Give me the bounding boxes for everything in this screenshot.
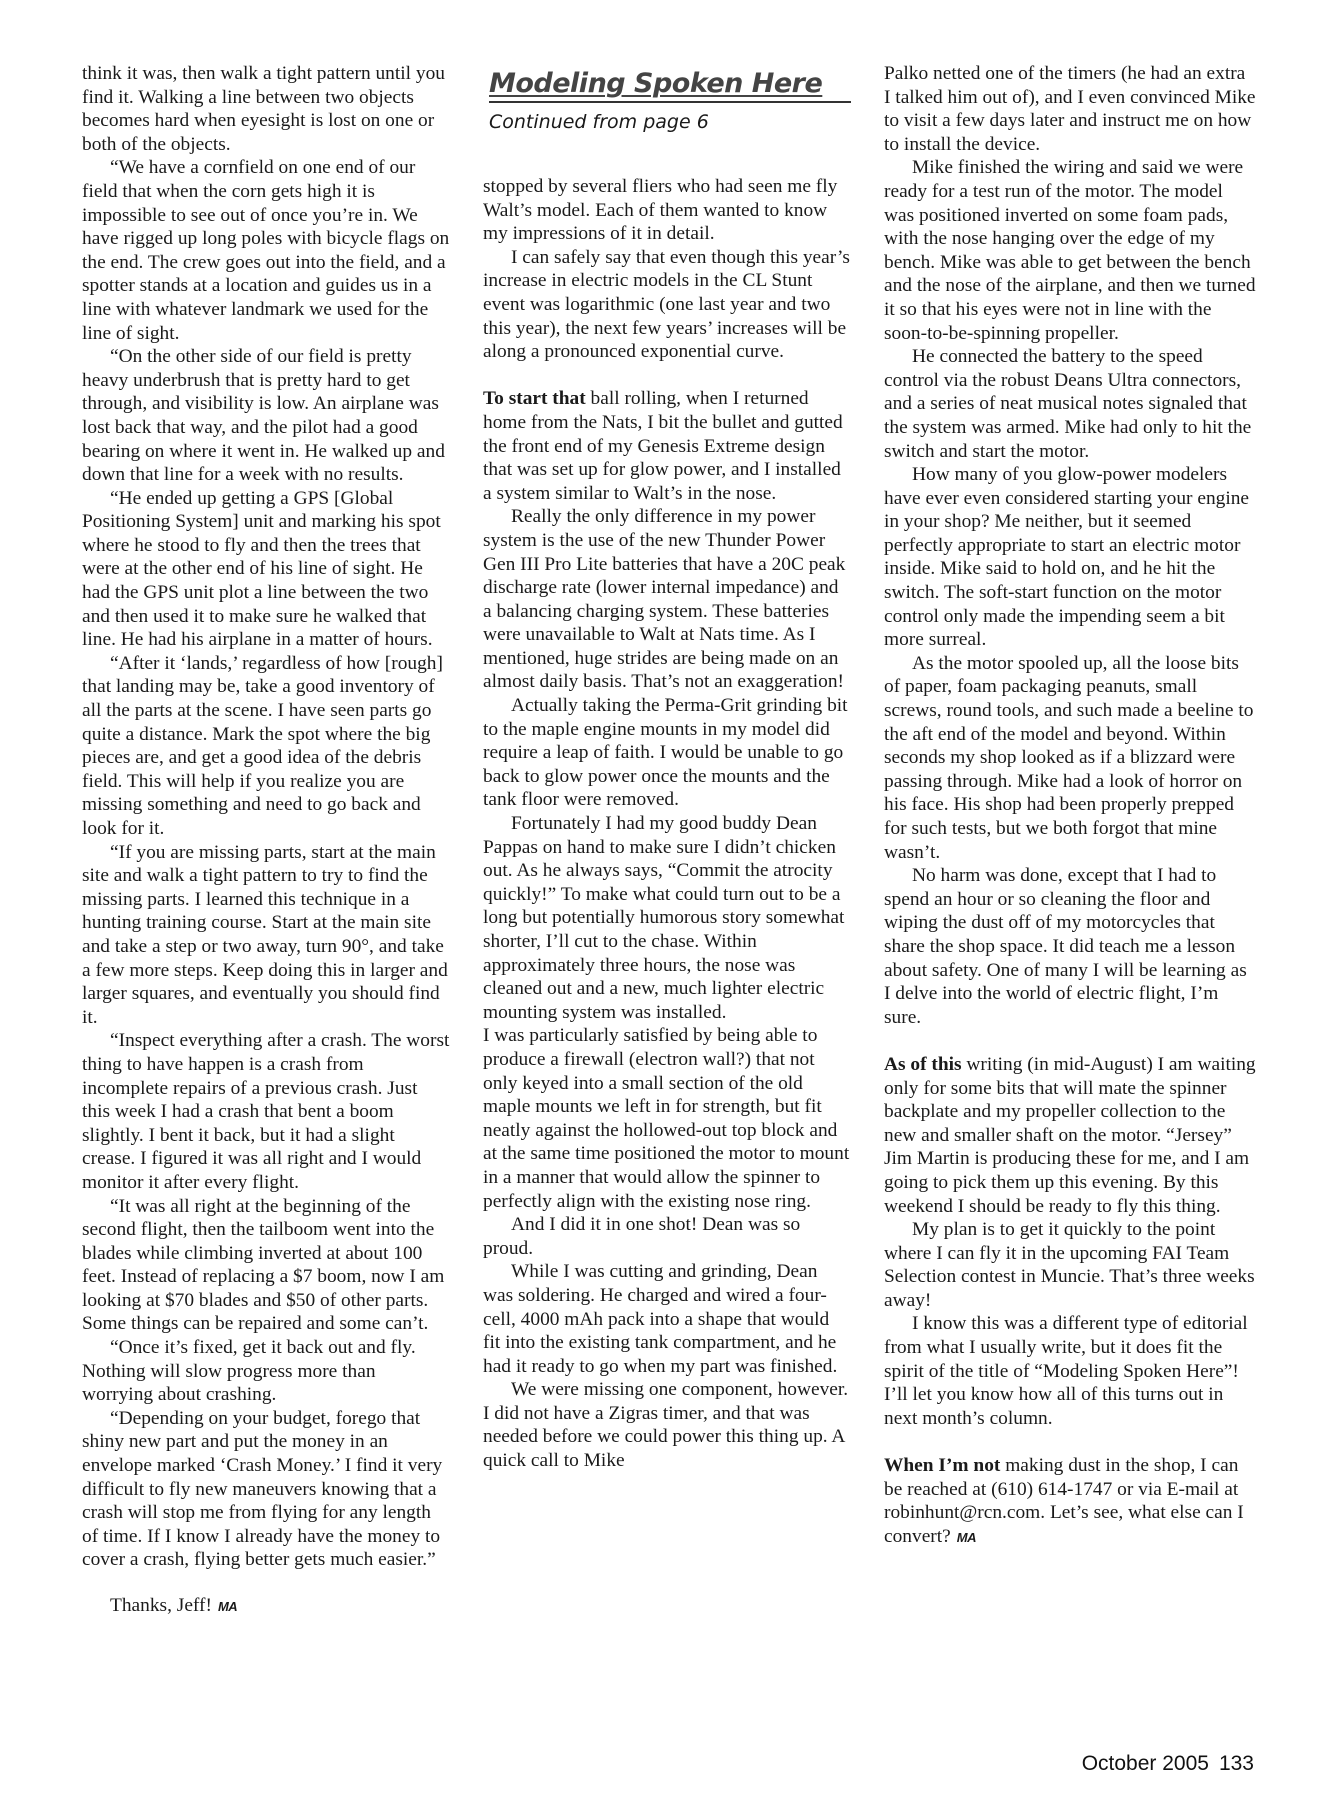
body-paragraph: While I was cutting and grinding, Dean was soldering. He charged and wired a four-cell, 4000 mAh pack into a shape that would fit into the existing tank compartment, and he had it ready to go when my part was finished. <box>483 1261 838 1377</box>
section-paragraph <box>884 1454 1256 1549</box>
body-paragraph: “He ended up getting a GPS [Global Positioning System] unit and marking his spot where he stood to fly and then the trees that were at the other end of his line of sight. He had the GPS unit plot a line between the two and then used it to make sure he walked that line. He had his airplane in a matter of hours. <box>82 487 441 651</box>
section-paragraph <box>483 387 851 505</box>
issue-date: October 2005 <box>1081 1752 1209 1775</box>
column-2 <box>483 68 851 1473</box>
section-lead-in: When I’m not <box>884 1455 1001 1477</box>
body-paragraph: How many of you glow-power modelers have ever even considered starting your engine in your shop? Me neither, but it seemed perfectly appropriate to start an electric motor inside. Mike said to hold on, and he hit the switch. The soft-start function on the motor control only made the impending seem a bit more surreal. <box>884 464 1250 651</box>
section-text: making dust in the shop, I can be reached at (610) 614-1747 or via E-mail at robinhunt@rcn.com. Let’s see, what else can I convert? <box>884 1455 1244 1547</box>
section-lead-in: As of this <box>884 1053 962 1075</box>
body-paragraph: Palko netted one of the timers (he had an extra I talked him out of), and I even convinced Mike to visit a few days later and instruct me on how to install the device. <box>884 63 1256 155</box>
column-3 <box>884 62 1256 1549</box>
body-paragraph: And I did it in one shot! Dean was so proud. <box>483 1214 801 1259</box>
page-footer <box>1072 1752 1254 1776</box>
ma-end-mark: MA <box>217 1599 238 1614</box>
column-heading: Modeling Spoken Here <box>489 68 851 103</box>
body-paragraph: I was particularly satisfied by being able to produce a firewall (electron wall?) that not only keyed into a small section of the old maple mounts we left in for strength, but fit neatly against the hollowed-out top block and at the same time positioned the motor to mount in a manner that would allow the spinner to perfectly align with the existing nose ring. <box>483 1025 850 1212</box>
body-paragraph: We were missing one component, however. I did not have a Zigras timer, and that was needed before we could power this thing up. A quick call to Mike <box>483 1379 849 1472</box>
body-paragraph: “We have a cornfield on one end of our field that when the corn gets high it is impossible to see out of once you’re in. We have rigged up long poles with bicycle flags on the end. The crew goes out into the field, and a spotter stands at a location and guides us in a line with whatever landmark we used for the line of sight. <box>82 157 450 344</box>
body-paragraph: My plan is to get it quickly to the point where I can fly it in the upcoming FAI Team Selection contest in Muncie. That’s three weeks away! <box>884 1219 1255 1311</box>
body-paragraph: “Inspect everything after a crash. The worst thing to have happen is a crash from incomplete repairs of a previous crash. Just this week I had a crash that bent a boom slightly. I bent it back, but it had a slight crease. I figured it was all right and I would monitor it after every flight. <box>82 1030 450 1193</box>
body-paragraph: “On the other side of our field is pretty heavy underbrush that is pretty hard to get through, and visibility is low. An airplane was lost back that way, and the pilot had a good bearing on where it went in. He walked up and down that line for a week with no results. <box>82 346 445 486</box>
body-paragraph: I know this was a different type of editorial from what I usually write, but it does fit the spirit of the title of “Modeling Spoken Here”! I’ll let you know how all of this turns out in next month’s column. <box>884 1313 1248 1429</box>
ma-end-mark: MA <box>956 1529 976 1545</box>
body-paragraph: stopped by several fliers who had seen me fly Walt’s model. Each of them wanted to know my impressions of it in detail. <box>483 176 838 245</box>
body-paragraph: No harm was done, except that I had to spend an hour or so cleaning the floor and wiping the dust off of my motorcycles that share the shop space. It did teach me a lesson about safety. One of many I will be learning as I delve into the world of electric flight, I’m sure. <box>884 865 1247 1028</box>
signoff <box>82 1594 450 1619</box>
body-paragraph: I can safely say that even though this year’s increase in electric models in the CL Stunt event was logarithmic (one last year and two this year), the next few years’ increases will be along a pronounced exponential curve. <box>483 246 850 363</box>
body-paragraph: “It was all right at the beginning of the second flight, then the tailboom went into the blades while climbing inverted at about 100 feet. Instead of replacing a $7 boom, now I am looking at $70 blades and $50 of other parts. Some things can be repaired and some can’t. <box>82 1195 445 1335</box>
body-paragraph: “If you are missing parts, start at the main site and walk a tight pattern to try to find the missing parts. I learned this technique in a hunting training course. Start at the main site and take a step or two away, turn 90°, and take a few more steps. Keep doing this in larger and larger squares, and eventually you should find it. <box>82 841 448 1028</box>
body-paragraph: He connected the battery to the speed control via the robust Deans Ultra connectors, and a series of neat musical notes signaled that the system was armed. Mike had only to hit the switch and start the motor. <box>884 346 1252 462</box>
body-paragraph: Mike finished the wiring and said we were ready for a test run of the motor. The model was positioned inverted on some foam pads, with the nose hanging over the edge of my bench. Mike was able to get between the bench and the nose of the airplane, and then we turned it so that his eyes were not in line with the soon-to-be-spinning propeller. <box>884 157 1256 344</box>
body-paragraph: “After it ‘lands,’ regardless of how [rough] that landing may be, take a good inventory of all the parts at the scene. I have seen parts go quite a distance. Mark the spot where the big pieces are, and get a good idea of the debris field. This will help if you realize you are missing something and need to go back and look for it. <box>82 652 443 839</box>
page-number: 133 <box>1218 1752 1254 1775</box>
body-paragraph: think it was, then walk a tight pattern until you find it. Walking a line between two objects becomes hard when eyesight is lost on one or both of the objects. <box>82 63 445 155</box>
continued-note: Continued from page 6 <box>489 111 709 133</box>
body-paragraph: Actually taking the Perma-Grit grinding bit to the maple engine mounts in my model did require a leap of faith. I would be unable to go back to glow power once the mounts and the tank floor were removed. <box>483 695 848 811</box>
section-text: writing (in mid-August) I am waiting only for some bits that will mate the spinner backplate and my propeller collection to the new and smaller shaft on the motor. “Jersey” Jim Martin is producing these for me, and I am going to pick them up this evening. By this weekend I should be ready to fly this thing. <box>884 1053 1256 1217</box>
section-lead-in: To start that <box>483 388 586 410</box>
body-paragraph: Fortunately I had my good buddy Dean Pappas on hand to make sure I didn’t chicken out. As he always says, “Commit the atrocity quickly!” To make what could turn out to be a long but potentially humorous story somewhat shorter, I’ll cut to the chase. Within approximately three hours, the nose was cleaned out and a new, much lighter electric mounting system was installed. <box>483 813 845 1023</box>
body-paragraph: Really the only difference in my power system is the use of the new Thunder Power Gen III Pro Lite batteries that have a 20C peak discharge rate (lower internal impedance) and a balancing charging system. These batteries were unavailable to Walt at Nats time. As I mentioned, huge strides are being made on an almost daily basis. That’s not an exaggeration! <box>483 506 846 693</box>
body-paragraph: As the motor spooled up, all the loose bits of paper, foam packaging peanuts, small screws, round tools, and such made a beeline to the aft end of the model and beyond. Within seconds my shop looked as if a blizzard were passing through. Mike had a look of horror on his face. His shop had been properly prepped for such tests, but we both forgot that mine wasn’t. <box>884 652 1254 863</box>
body-paragraph: “Once it’s fixed, get it back out and fly. Nothing will slow progress more than worrying about crashing. <box>82 1337 416 1406</box>
column-1 <box>82 62 450 1619</box>
section-text: ball rolling, when I returned home from the Nats, I bit the bullet and gutted the front end of my Genesis Extreme design that was set up for glow power, and I installed a system similar to Walt’s in the nose. <box>483 388 843 504</box>
body-paragraph: “Depending on your budget, forego that shiny new part and put the money in an envelope marked ‘Crash Money.’ I find it very difficult to fly new maneuvers knowing that a crash will stop me from flying for any length of time. If I know I already have the money to cover a crash, flying better gets much easier.” <box>82 1407 443 1571</box>
section-paragraph <box>884 1053 1256 1218</box>
signoff-text: Thanks, Jeff! <box>110 1595 212 1616</box>
